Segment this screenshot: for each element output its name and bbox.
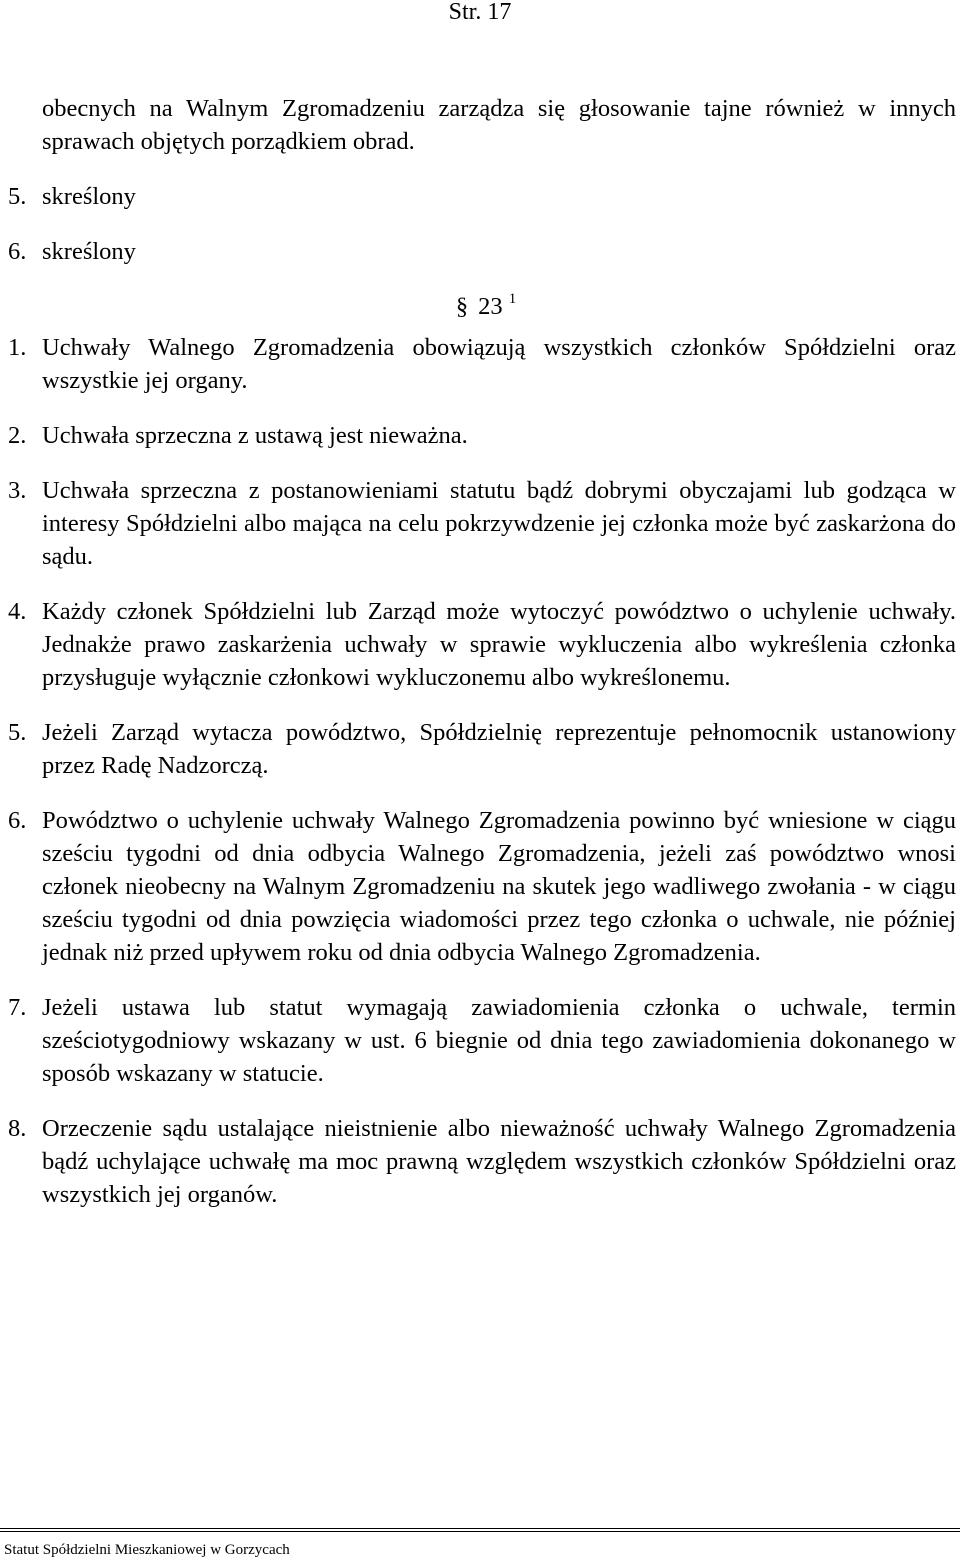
item-text: Orzeczenie sądu ustalające nieistnienie albo nieważność uchwały Walnego Zgromadzenia bądź uchylające uchwałę ma moc prawną względem wszystkich członków Spółdzielni oraz wszystkich jej organów. [42, 1115, 956, 1208]
item-number: 2. [8, 422, 27, 449]
document-body [8, 92, 956, 1233]
item-text: Uchwała sprzeczna z ustawą jest nieważna. [42, 422, 468, 449]
footer-divider [0, 1531, 960, 1532]
list-item [8, 716, 956, 782]
list-item [8, 235, 956, 268]
item-text: Jeżeli ustawa lub statut wymagają zawiadomienia członka o uchwale, termin sześciotygodniowy wskazany w ust. 6 biegnie od dnia tego zawiadomienia dokonanego w sposób wskazany w statucie. [42, 994, 956, 1087]
section-superscript: 1 [508, 290, 517, 307]
item-number: 5. [8, 719, 27, 746]
list-item [8, 595, 956, 694]
section-symbol: § [455, 293, 469, 320]
section-heading [8, 290, 956, 323]
list-item [8, 991, 956, 1090]
page-number: Str. 17 [448, 0, 512, 25]
footer-text: Statut Spółdzielni Mieszkaniowej w Gorzycach [4, 1542, 290, 1558]
item-text: Każdy członek Spółdzielni lub Zarząd może wytoczyć powództwo o uchylenie uchwały. Jednakże prawo zaskarżenia uchwały w sprawie wykluczenia albo wykreślenia członka przysługuje wyłącznie członkowi wykluczonemu albo wykreślonemu. [42, 598, 956, 691]
list-item [8, 419, 956, 452]
list-item [8, 331, 956, 397]
list-item [8, 1112, 956, 1211]
section-number: 23 [478, 293, 503, 320]
item-text: Uchwała sprzeczna z postanowieniami statutu bądź dobrymi obyczajami lub godząca w interesy Spółdzielni albo mająca na celu pokrzywdzenie jej członka może być zaskarżona do sądu. [42, 477, 956, 570]
footer-divider [0, 1528, 960, 1529]
item-number: 8. [8, 1115, 27, 1142]
list-item [8, 474, 956, 573]
item-number: 6. [8, 807, 27, 834]
list-item [8, 180, 956, 213]
item-number: 6. [8, 238, 27, 265]
item-number: 4. [8, 598, 27, 625]
item-text: skreślony [42, 183, 136, 210]
item-number: 1. [8, 334, 27, 361]
item-number: 3. [8, 477, 27, 504]
item-number: 5. [8, 183, 27, 210]
item-text: Uchwały Walnego Zgromadzenia obowiązują wszystkich członków Spółdzielni oraz wszystkie jej organy. [42, 334, 956, 394]
item-number: 7. [8, 994, 27, 1021]
item-text: Powództwo o uchylenie uchwały Walnego Zgromadzenia powinno być wniesione w ciągu sześciu tygodni od dnia odbycia Walnego Zgromadzenia, jeżeli zaś powództwo wnosi członek nieobecny na Walnym Zgromadzeniu na skutek jego wadliwego zwołania - w ciągu sześciu tygodni od dnia powzięcia wiadomości przez tego członka o uchwale, nie później jednak niż przed upływem roku od dnia odbycia Walnego Zgromadzenia. [42, 807, 956, 966]
list-item [8, 804, 956, 969]
item-text: skreślony [42, 238, 136, 265]
item-text: Jeżeli Zarząd wytacza powództwo, Spółdzielnię reprezentuje pełnomocnik ustanowiony przez Radę Nadzorczą. [42, 719, 956, 779]
paragraph-continuation: obecnych na Walnym Zgromadzeniu zarządza się głosowanie tajne również w innych sprawach objętych porządkiem obrad. [42, 95, 956, 155]
